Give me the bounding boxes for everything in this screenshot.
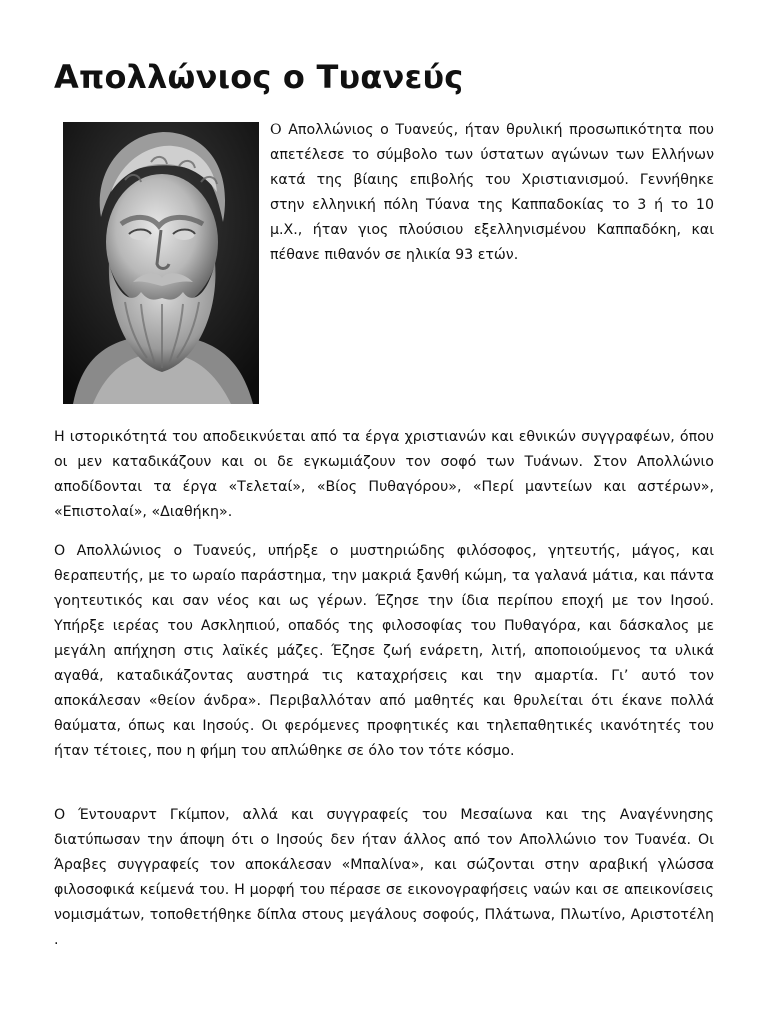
intro-initial-letter: Ο bbox=[270, 122, 282, 138]
intro-paragraph bbox=[270, 118, 714, 268]
paragraph-historicity: Η ιστορικότητά του αποδεικνύεται από τα έργα χριστιανών και εθνικών συγγραφέων, όπου οι μεν καταδικάζουν και οι δε εγκωμιάζουν τον σοφό των Τυάνων. Στον Απολλώνιο αποδίδονται τα έργα «Τελεταί», «Βίος Πυθαγόρου», «Περί μαντείων και αστέρων», «Επιστολαί», «Διαθήκη». bbox=[54, 429, 714, 520]
intro-text: Απολλώνιος ο Τυανεύς, ήταν θρυλική προσωπικότητα που απετέλεσε το σύμβολο των ύστατων αγώνων των Ελλήνων κατά της βίαιης επιβολής του Χριστιανισμού. Γεννήθηκε στην ελληνική πόλη Τύανα της Καππαδοκίας το 3 ή το 10 μ.Χ., ήταν γιος πλούσιου εξελληνισμένου Καππαδόκη, και πέθανε πιθανόν σε ηλικία 93 ετών. bbox=[270, 122, 714, 263]
bust-portrait-illustration bbox=[63, 122, 259, 404]
page-title: Απολλώνιος ο Τυανεύς bbox=[54, 58, 464, 96]
paragraph-legacy: Ο Έντουαρντ Γκίμπον, αλλά και συγγραφείς του Μεσαίωνα και της Αναγέννησης διατύπωσαν την άποψη ότι ο Ιησούς δεν ήταν άλλος από τον Απολλώνιο τον Τυανέα. Οι Άραβες συγγραφείς τον αποκάλεσαν «Μπαλίνα», και σώζονται στην αραβική γλώσσα φιλοσοφικά κείμενά του. Η μορφή του πέρασε σε εικονογραφήσεις ναών και σε απεικονίσεις νομισμάτων, τοποθετήθηκε δίπλα στους μεγάλους σοφούς, Πλάτωνα, Πλωτίνο, Αριστοτέλη . bbox=[54, 807, 714, 948]
bust-portrait-image bbox=[63, 122, 259, 404]
paragraph-philosopher: Ο Απολλώνιος ο Τυανεύς, υπήρξε ο μυστηριώδης φιλόσοφος, γητευτής, μάγος, και θεραπευτής, με το ωραίο παράστημα, την μακριά ξανθή κώμη, τα γαλανά μάτια, και πάντα γοητευτικός και σαν νέος και ως γέρων. Έζησε την ίδια περίπου εποχή με τον Ιησού. Υπήρξε ιερέας του Ασκληπιού, οπαδός της φιλοσοφίας του Πυθαγόρα, και δάσκαλος με μεγάλη απήχηση στις λαϊκές μάζες. Έζησε ζωή ενάρετη, λιτή, αποποιούμενος τα υλικά αγαθά, καταδικάζοντας αυστηρά τις καταχρήσεις και την αμαρτία. Γι’ αυτό τον αποκάλεσαν «θείον άνδρα». Περιβαλλόταν από μαθητές και θρυλείται ότι έκανε πολλά θαύματα, όπως και Ιησούς. Οι φερόμενες προφητικές και τηλεπαθητικές ικανότητές του ήταν τέτοιες, που η φήμη του απλώθηκε σε όλο τον τότε κόσμο. bbox=[54, 543, 714, 759]
